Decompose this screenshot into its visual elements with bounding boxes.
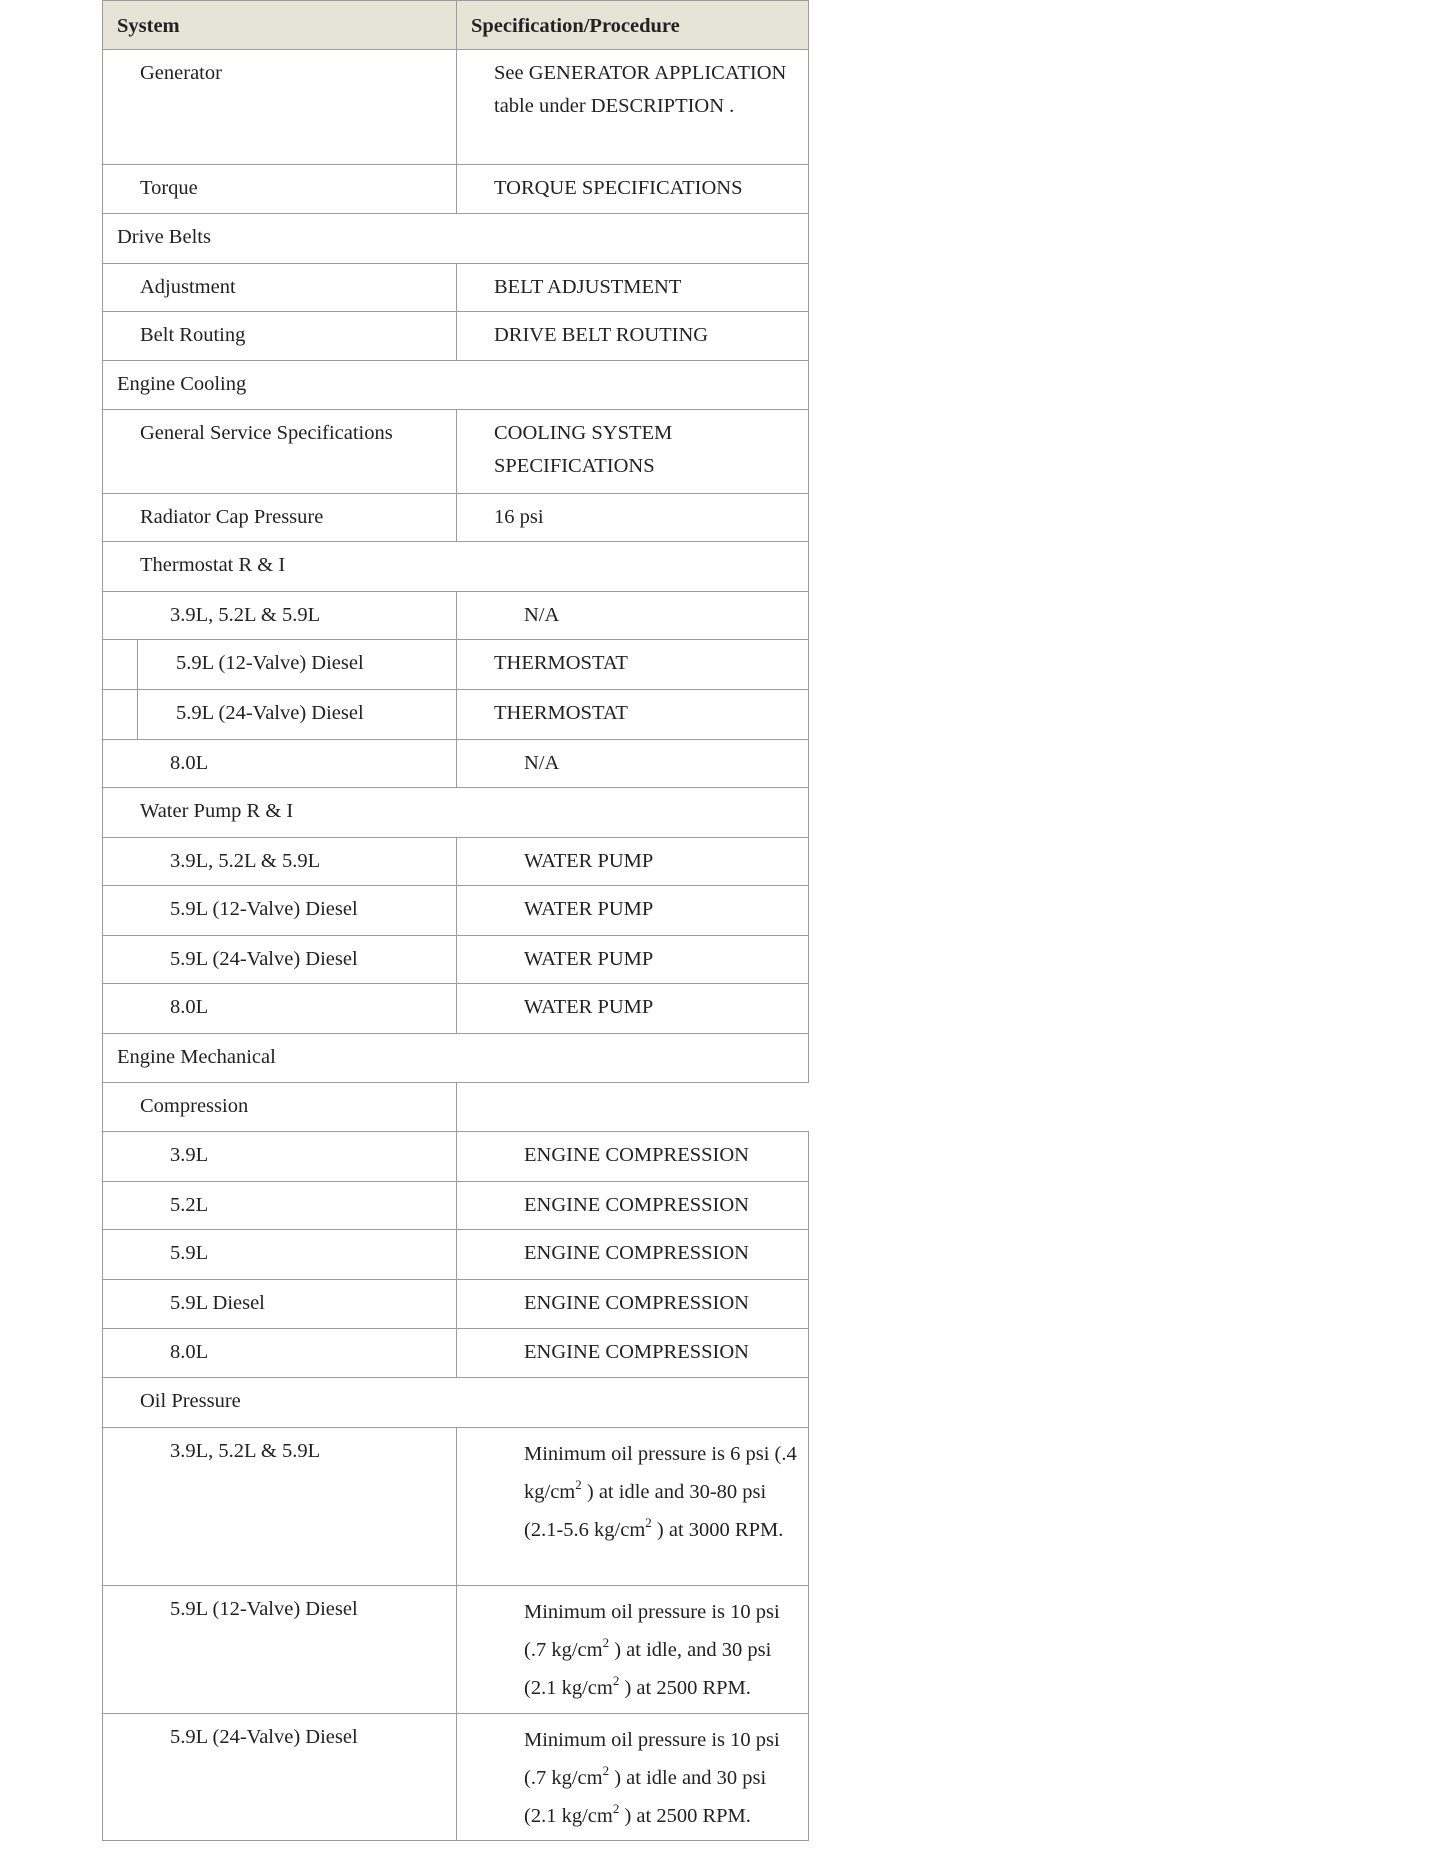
oil-pressure-row-label: 5.9L (12-Valve) Diesel xyxy=(103,1586,457,1714)
table-row xyxy=(103,592,809,640)
compression-row-spec: ENGINE COMPRESSION xyxy=(457,1230,809,1280)
radiator-cap-label: Radiator Cap Pressure xyxy=(103,494,457,542)
compression-row-spec: ENGINE COMPRESSION xyxy=(457,1132,809,1182)
table-row xyxy=(103,50,809,165)
belt-adjustment-label: Adjustment xyxy=(103,264,457,312)
section-row xyxy=(103,542,809,592)
water-pump-row-spec: WATER PUMP xyxy=(457,838,809,886)
oil-spec-part: ) at 2500 RPM. xyxy=(619,1805,751,1827)
table-row xyxy=(103,165,809,214)
table-row xyxy=(103,936,809,984)
generator-label: Generator xyxy=(103,50,457,165)
water-pump-row-label: 8.0L xyxy=(103,984,457,1034)
superscript: 2 xyxy=(575,1477,582,1492)
superscript: 2 xyxy=(602,1763,610,1778)
compression-row-label: 5.9L Diesel xyxy=(103,1280,457,1329)
spec-column-header: Specification/Procedure xyxy=(457,1,809,50)
table-row xyxy=(103,312,809,361)
section-row xyxy=(103,361,809,410)
engine-mechanical-section: Engine Mechanical xyxy=(103,1034,809,1083)
thermostat-section: Thermostat R & I xyxy=(103,542,809,592)
drive-belts-section: Drive Belts xyxy=(103,214,809,264)
section-row xyxy=(103,1378,809,1428)
water-pump-row-spec: WATER PUMP xyxy=(457,886,809,936)
table-row xyxy=(103,838,809,886)
belt-routing-spec: DRIVE BELT ROUTING xyxy=(457,312,809,361)
torque-spec: TORQUE SPECIFICATIONS xyxy=(457,165,809,214)
oil-spec-part: ) at idle and 30 psi (2.1 kg/cm xyxy=(524,1767,767,1827)
section-row xyxy=(103,1083,809,1132)
table-row xyxy=(103,984,809,1034)
oil-pressure-row-label: 3.9L, 5.2L & 5.9L xyxy=(103,1428,457,1586)
table-row xyxy=(103,494,809,542)
oil-pressure-row-spec xyxy=(457,1428,809,1586)
engine-cooling-section: Engine Cooling xyxy=(103,361,809,410)
specification-table xyxy=(102,0,809,1841)
table-row xyxy=(103,1132,809,1182)
water-pump-row-spec: WATER PUMP xyxy=(457,936,809,984)
thermostat-row-spec: THERMOSTAT xyxy=(457,690,809,740)
table-row xyxy=(103,1182,809,1230)
table-row xyxy=(103,1586,809,1714)
section-row xyxy=(103,1034,809,1083)
thermostat-row-label: 8.0L xyxy=(103,740,457,788)
compression-row-label: 8.0L xyxy=(103,1329,457,1378)
general-service-spec: COOLING SYSTEM SPECIFICATIONS xyxy=(457,410,809,494)
table-row xyxy=(103,1230,809,1280)
compression-section: Compression xyxy=(103,1083,457,1132)
oil-spec-part: Minimum oil pressure is 10 psi (.7 kg/cm xyxy=(524,1601,780,1661)
water-pump-section: Water Pump R & I xyxy=(103,788,809,838)
belt-routing-label: Belt Routing xyxy=(103,312,457,361)
oil-pressure-row-label: 5.9L (24-Valve) Diesel xyxy=(103,1714,457,1841)
compression-row-spec: ENGINE COMPRESSION xyxy=(457,1182,809,1230)
oil-spec-part: ) at 2500 RPM. xyxy=(619,1677,751,1699)
section-row xyxy=(103,788,809,838)
table-row xyxy=(103,1428,809,1586)
belt-adjustment-spec: BELT ADJUSTMENT xyxy=(457,264,809,312)
oil-pressure-row-spec xyxy=(457,1714,809,1841)
thermostat-row-label: 5.9L (24-Valve) Diesel xyxy=(103,690,457,740)
table-row xyxy=(103,640,809,690)
oil-spec-part: Minimum oil pressure is 6 psi (.4 kg/cm xyxy=(524,1443,797,1503)
water-pump-row-spec: WATER PUMP xyxy=(457,984,809,1034)
thermostat-row-spec: N/A xyxy=(457,592,809,640)
compression-row-label: 5.2L xyxy=(103,1182,457,1230)
thermostat-row-spec: THERMOSTAT xyxy=(457,640,809,690)
superscript: 2 xyxy=(612,1801,620,1816)
oil-spec-part: ) at 3000 RPM. xyxy=(651,1519,784,1541)
table-header-row xyxy=(103,1,809,50)
compression-row-spec: ENGINE COMPRESSION xyxy=(457,1280,809,1329)
oil-spec-part: ) at idle, and 30 psi (2.1 kg/cm xyxy=(524,1639,772,1699)
oil-spec-part: Minimum oil pressure is 10 psi (.7 kg/cm xyxy=(524,1729,780,1789)
compression-empty-cell xyxy=(457,1083,809,1132)
oil-spec-part: ) at idle and 30-80 psi (2.1-5.6 kg/cm xyxy=(524,1481,767,1541)
water-pump-row-label: 5.9L (12-Valve) Diesel xyxy=(103,886,457,936)
table-row xyxy=(103,264,809,312)
oil-pressure-section: Oil Pressure xyxy=(103,1378,809,1428)
torque-label: Torque xyxy=(103,165,457,214)
compression-row-label: 3.9L xyxy=(103,1132,457,1182)
thermostat-row-label: 5.9L (12-Valve) Diesel xyxy=(103,640,457,690)
radiator-cap-spec: 16 psi xyxy=(457,494,809,542)
section-row xyxy=(103,214,809,264)
oil-pressure-row-spec xyxy=(457,1586,809,1714)
table-row xyxy=(103,886,809,936)
system-column-header: System xyxy=(103,1,457,50)
table-row xyxy=(103,740,809,788)
superscript: 2 xyxy=(602,1635,610,1650)
table-row xyxy=(103,1714,809,1841)
general-service-label: General Service Specifications xyxy=(103,410,457,494)
thermostat-row-label: 3.9L, 5.2L & 5.9L xyxy=(103,592,457,640)
table-row xyxy=(103,1280,809,1329)
generator-spec: See GENERATOR APPLICATION table under DESCRIPTION . xyxy=(457,50,809,165)
water-pump-row-label: 3.9L, 5.2L & 5.9L xyxy=(103,838,457,886)
table-row xyxy=(103,1329,809,1378)
thermostat-row-spec: N/A xyxy=(457,740,809,788)
table-row xyxy=(103,690,809,740)
compression-row-spec: ENGINE COMPRESSION xyxy=(457,1329,809,1378)
superscript: 2 xyxy=(612,1673,620,1688)
compression-row-label: 5.9L xyxy=(103,1230,457,1280)
water-pump-row-label: 5.9L (24-Valve) Diesel xyxy=(103,936,457,984)
superscript: 2 xyxy=(645,1515,652,1530)
table-row xyxy=(103,410,809,494)
